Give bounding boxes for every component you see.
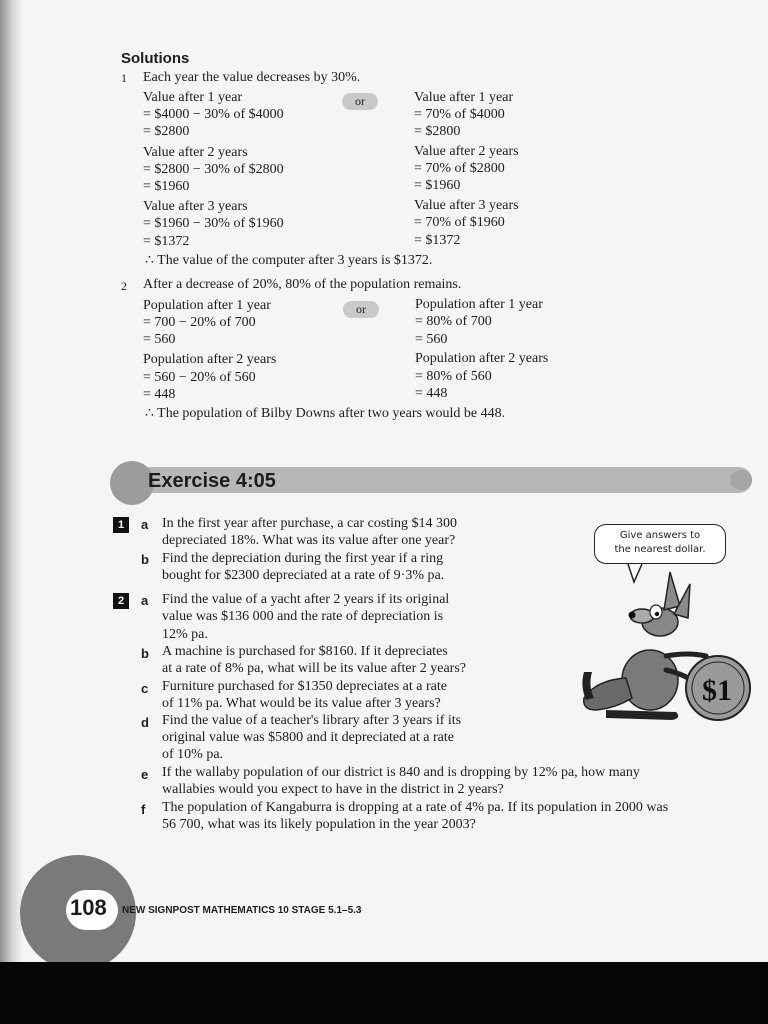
q2a-line: value was $136 000 and the rate of depreciation is [162, 609, 444, 624]
q2a-line: Find the value of a yacht after 2 years if its original [162, 592, 450, 607]
q1b-line: bought for $2300 depreciated at a rate of 9·3% pa. [162, 568, 445, 583]
line: Value after 3 years [143, 199, 248, 214]
line: Population after 2 years [415, 351, 549, 366]
book-title: NEW SIGNPOST MATHEMATICS 10 STAGE 5.1–5.3 [122, 905, 362, 916]
kangaroo-with-coin-illustration [576, 560, 756, 730]
line: = 560 [143, 332, 176, 347]
line: Value after 3 years [414, 198, 519, 213]
part-letter: b [141, 646, 149, 661]
line: Population after 1 year [415, 297, 543, 312]
line: Population after 1 year [143, 298, 271, 313]
speech-line: Give answers to [619, 530, 701, 541]
q2c-line: Furniture purchased for $1350 depreciates at a rate [162, 679, 447, 694]
line: = 448 [415, 386, 448, 401]
line: = $1372 [414, 233, 461, 248]
q2d-line: of 10% pa. [162, 747, 224, 762]
book-spine-shadow [0, 0, 22, 965]
solution-2-number: 2 [121, 279, 127, 293]
part-letter: a [141, 517, 149, 532]
part-letter: b [141, 552, 149, 567]
q1b-line: Find the depreciation during the first year if a ring [162, 551, 444, 566]
q2f-line: 56 700, what was its likely population in the year 2003? [162, 817, 476, 832]
or-badge: or [343, 301, 379, 318]
line: = $2800 [143, 124, 190, 139]
header-bar-end-cap [730, 470, 752, 490]
part-letter: e [141, 767, 149, 782]
q2e-line: wallabies would you expect to have in the district in 2 years? [162, 782, 504, 797]
speech-line: the nearest dollar. [614, 544, 706, 555]
line: Value after 2 years [414, 144, 519, 159]
coin-label: $1 [702, 674, 732, 707]
question-1-number: 1 [113, 517, 129, 533]
or-badge: or [342, 93, 378, 110]
line: Value after 1 year [414, 90, 514, 105]
speech-bubble [594, 524, 726, 564]
solution-1-intro: Each year the value decreases by 30%. [143, 70, 361, 85]
line: = 80% of 700 [415, 314, 492, 329]
part-letter: a [141, 593, 149, 608]
line: = 70% of $1960 [414, 215, 505, 230]
solutions-heading: Solutions [121, 50, 190, 67]
line: = $2800 [414, 124, 461, 139]
line: = 448 [143, 387, 176, 402]
line: Population after 2 years [143, 352, 277, 367]
page-number: 108 [70, 895, 107, 920]
line: = $1960 [414, 178, 461, 193]
q1a-line: In the first year after purchase, a car costing $14 300 [162, 516, 458, 531]
line: Value after 2 years [143, 145, 248, 160]
q2b-line: A machine is purchased for $8160. If it depreciates [162, 644, 448, 659]
line: = $1372 [143, 234, 190, 249]
solution-2-intro: After a decrease of 20%, 80% of the population remains. [143, 277, 462, 292]
speech-bubble-tail [628, 564, 642, 582]
part-letter: d [141, 715, 149, 730]
solution-2-conclusion: ∴ The population of Bilby Downs after two years would be 448. [145, 406, 506, 421]
line: = 80% of 560 [415, 369, 492, 384]
q2f-line: The population of Kangaburra is dropping at a rate of 4% pa. If its population in 2000 was [162, 800, 669, 815]
dollar-coin-icon [686, 656, 750, 720]
scan-bottom-edge [0, 962, 768, 1024]
line: = $4000 − 30% of $4000 [143, 107, 284, 122]
q2d-line: Find the value of a teacher's library after 3 years if its [162, 713, 462, 728]
line: = $1960 [143, 179, 190, 194]
line: = 70% of $2800 [414, 161, 505, 176]
line: = 560 − 20% of 560 [143, 370, 256, 385]
exercise-title: Exercise 4:05 [148, 470, 276, 492]
q2c-line: of 11% pa. What would be its value after 3 years? [162, 696, 441, 711]
line: = 700 − 20% of 700 [143, 315, 256, 330]
q2e-line: If the wallaby population of our district is 840 and is dropping by 12% pa, how many [162, 765, 640, 780]
line: = 70% of $4000 [414, 107, 505, 122]
part-letter: f [141, 802, 146, 817]
line: Value after 1 year [143, 90, 243, 105]
q2b-line: at a rate of 8% pa, what will be its value after 2 years? [162, 661, 466, 676]
q1a-line: depreciated 18%. What was its value after one year? [162, 533, 456, 548]
line: = $1960 − 30% of $1960 [143, 216, 284, 231]
question-2-number: 2 [113, 593, 129, 609]
q2a-line: 12% pa. [162, 627, 208, 642]
solution-1-conclusion: ∴ The value of the computer after 3 years is $1372. [145, 253, 433, 268]
line: = $2800 − 30% of $2800 [143, 162, 284, 177]
line: = 560 [415, 332, 448, 347]
solution-1-number: 1 [121, 71, 127, 85]
q2d-line: original value was $5800 and it depreciated at a rate [162, 730, 454, 745]
part-letter: c [141, 681, 149, 696]
